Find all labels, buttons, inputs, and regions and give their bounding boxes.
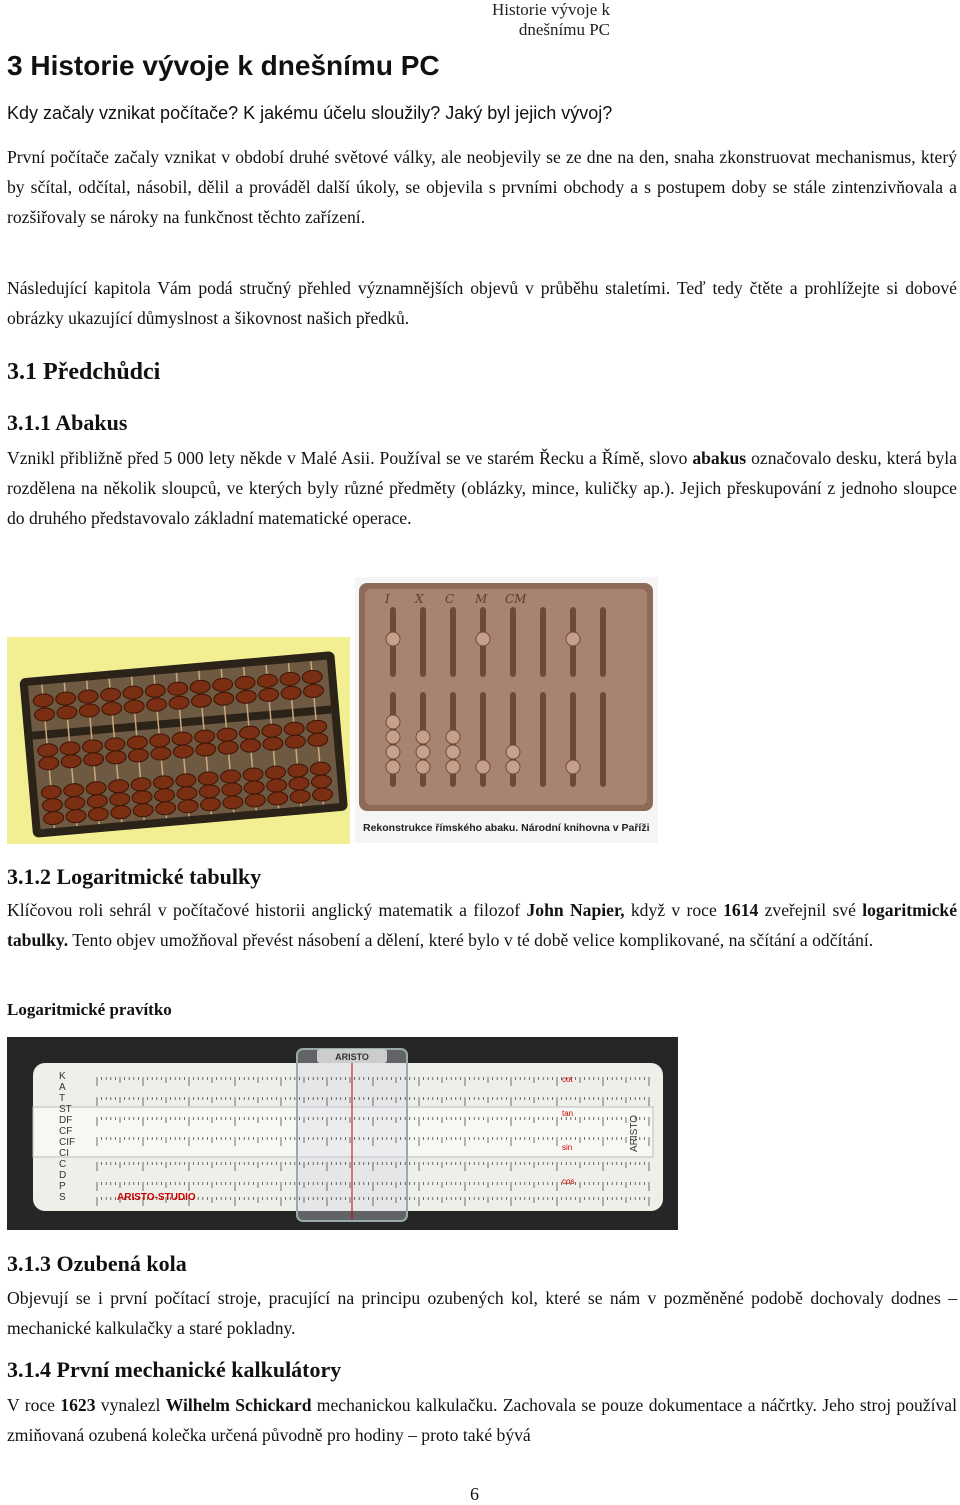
svg-text:ARISTO: ARISTO [629, 1114, 640, 1152]
svg-text:C: C [445, 592, 455, 606]
roman-abacus-caption: Rekonstrukce římského abaku. Národní knihovna v Paříži [363, 822, 650, 834]
section-heading-predchudci: 3.1 Předchůdci [7, 359, 161, 385]
svg-text:cos: cos [562, 1177, 575, 1186]
running-header: Historie vývoje k dnešnímu PC [491, 0, 610, 39]
intro-question: Kdy začaly vznikat počítače? K jakému účelu sloužily? Jaký byl jejich vývoj? [7, 103, 613, 123]
svg-text:cot: cot [562, 1075, 573, 1084]
svg-text:CM: CM [505, 592, 527, 606]
page-number: 6 [470, 1484, 479, 1504]
svg-text:tan: tan [562, 1109, 574, 1118]
svg-text:I: I [385, 592, 390, 606]
svg-text:X: X [415, 592, 424, 606]
abakus-paragraph: Vznikl přibližně před 5 000 lety někde v Malé Asii. Používal se ve starém Řecku a Římě, slovo abakus označovalo desku, která byla rozdělena na několik sloupců, ve kterých byly různé předměty (oblázky, mince, kuličky ap.). Jejich přeskupování z jednoho sloupce do druhého představovalo základní matematické operace. [7, 448, 957, 528]
svg-text:sin: sin [562, 1143, 573, 1152]
svg-text:C: C [59, 1159, 67, 1170]
svg-text:T: T [59, 1093, 66, 1104]
svg-text:CI: CI [59, 1148, 69, 1159]
abacus-photo [7, 637, 350, 844]
subsection-heading-gears: 3.1.3 Ozubená kola [7, 1251, 187, 1276]
roman-abacus-photo [355, 577, 658, 843]
svg-text:CF: CF [59, 1126, 73, 1137]
svg-text:K: K [59, 1071, 66, 1082]
chapter-title: 3 Historie vývoje k dnešnímu PC [7, 50, 440, 81]
log-tables-paragraph: Klíčovou roli sehrál v počítačové historii anglický matematik a filozof John Napier, když v roce 1614 zveřejnil své logaritmické tabulky. Tento objev umožňoval převést násobení a dělení, které bylo v té době velice komplikované, na sčítání a odčítání. [7, 900, 958, 950]
subsection-heading-abakus: 3.1.1 Abakus [7, 410, 128, 435]
subsection-heading-log-tables: 3.1.2 Logaritmické tabulky [7, 864, 262, 889]
calculators-paragraph: V roce 1623 vynalezl Wilhelm Schickard mechanickou kalkulačku. Zachovala se pouze dokumentace a náčrtky. Jeho stroj používal zmiňovaná ozubená kolečka určená původně pro hodiny – proto také bývá [7, 1395, 957, 1445]
svg-text:CIF: CIF [59, 1137, 76, 1148]
svg-text:ARISTO-STUDIO: ARISTO-STUDIO [117, 1192, 196, 1203]
subsection-heading-calculators: 3.1.4 První mechanické kalkulátory [7, 1357, 342, 1382]
svg-text:M: M [475, 592, 488, 606]
svg-text:P: P [59, 1181, 66, 1192]
intro-paragraph-2: Následující kapitola Vám podá stručný přehled významnějších objevů v průběhu staletími. Teď tedy čtěte a prohlížejte si dobové obrázky ukazující důmyslnost a šikovnost našich předků. [7, 278, 957, 328]
svg-text:DF: DF [59, 1115, 73, 1126]
svg-text:ARISTO: ARISTO [335, 1052, 369, 1062]
gears-paragraph: Objevují se i první počítací stroje, pracující na principu ozubených kol, které se nám v pozměněné podobě dochovaly dodnes – mechanické kalkulačky a staré pokladny. [7, 1288, 957, 1338]
intro-paragraph: První počítače začaly vznikat v období druhé světové války, ale neobjevily se ze dne na den, snaha zkonstruovat mechanismus, který by sčítal, odčítal, násobil, dělil a prováděl další úkoly, se objevila s prvními obchody a s postupem doby se stále zintenzivňovala a rozšiřovaly se nároky na funkčnost těchto zařízení. [7, 147, 957, 227]
svg-text:S: S [59, 1192, 66, 1203]
svg-text:A: A [59, 1082, 66, 1093]
slide-rule-photo [7, 1037, 678, 1230]
svg-text:D: D [59, 1170, 67, 1181]
svg-text:ST: ST [59, 1104, 72, 1115]
slide-rule-heading: Logaritmické pravítko [7, 1000, 172, 1019]
